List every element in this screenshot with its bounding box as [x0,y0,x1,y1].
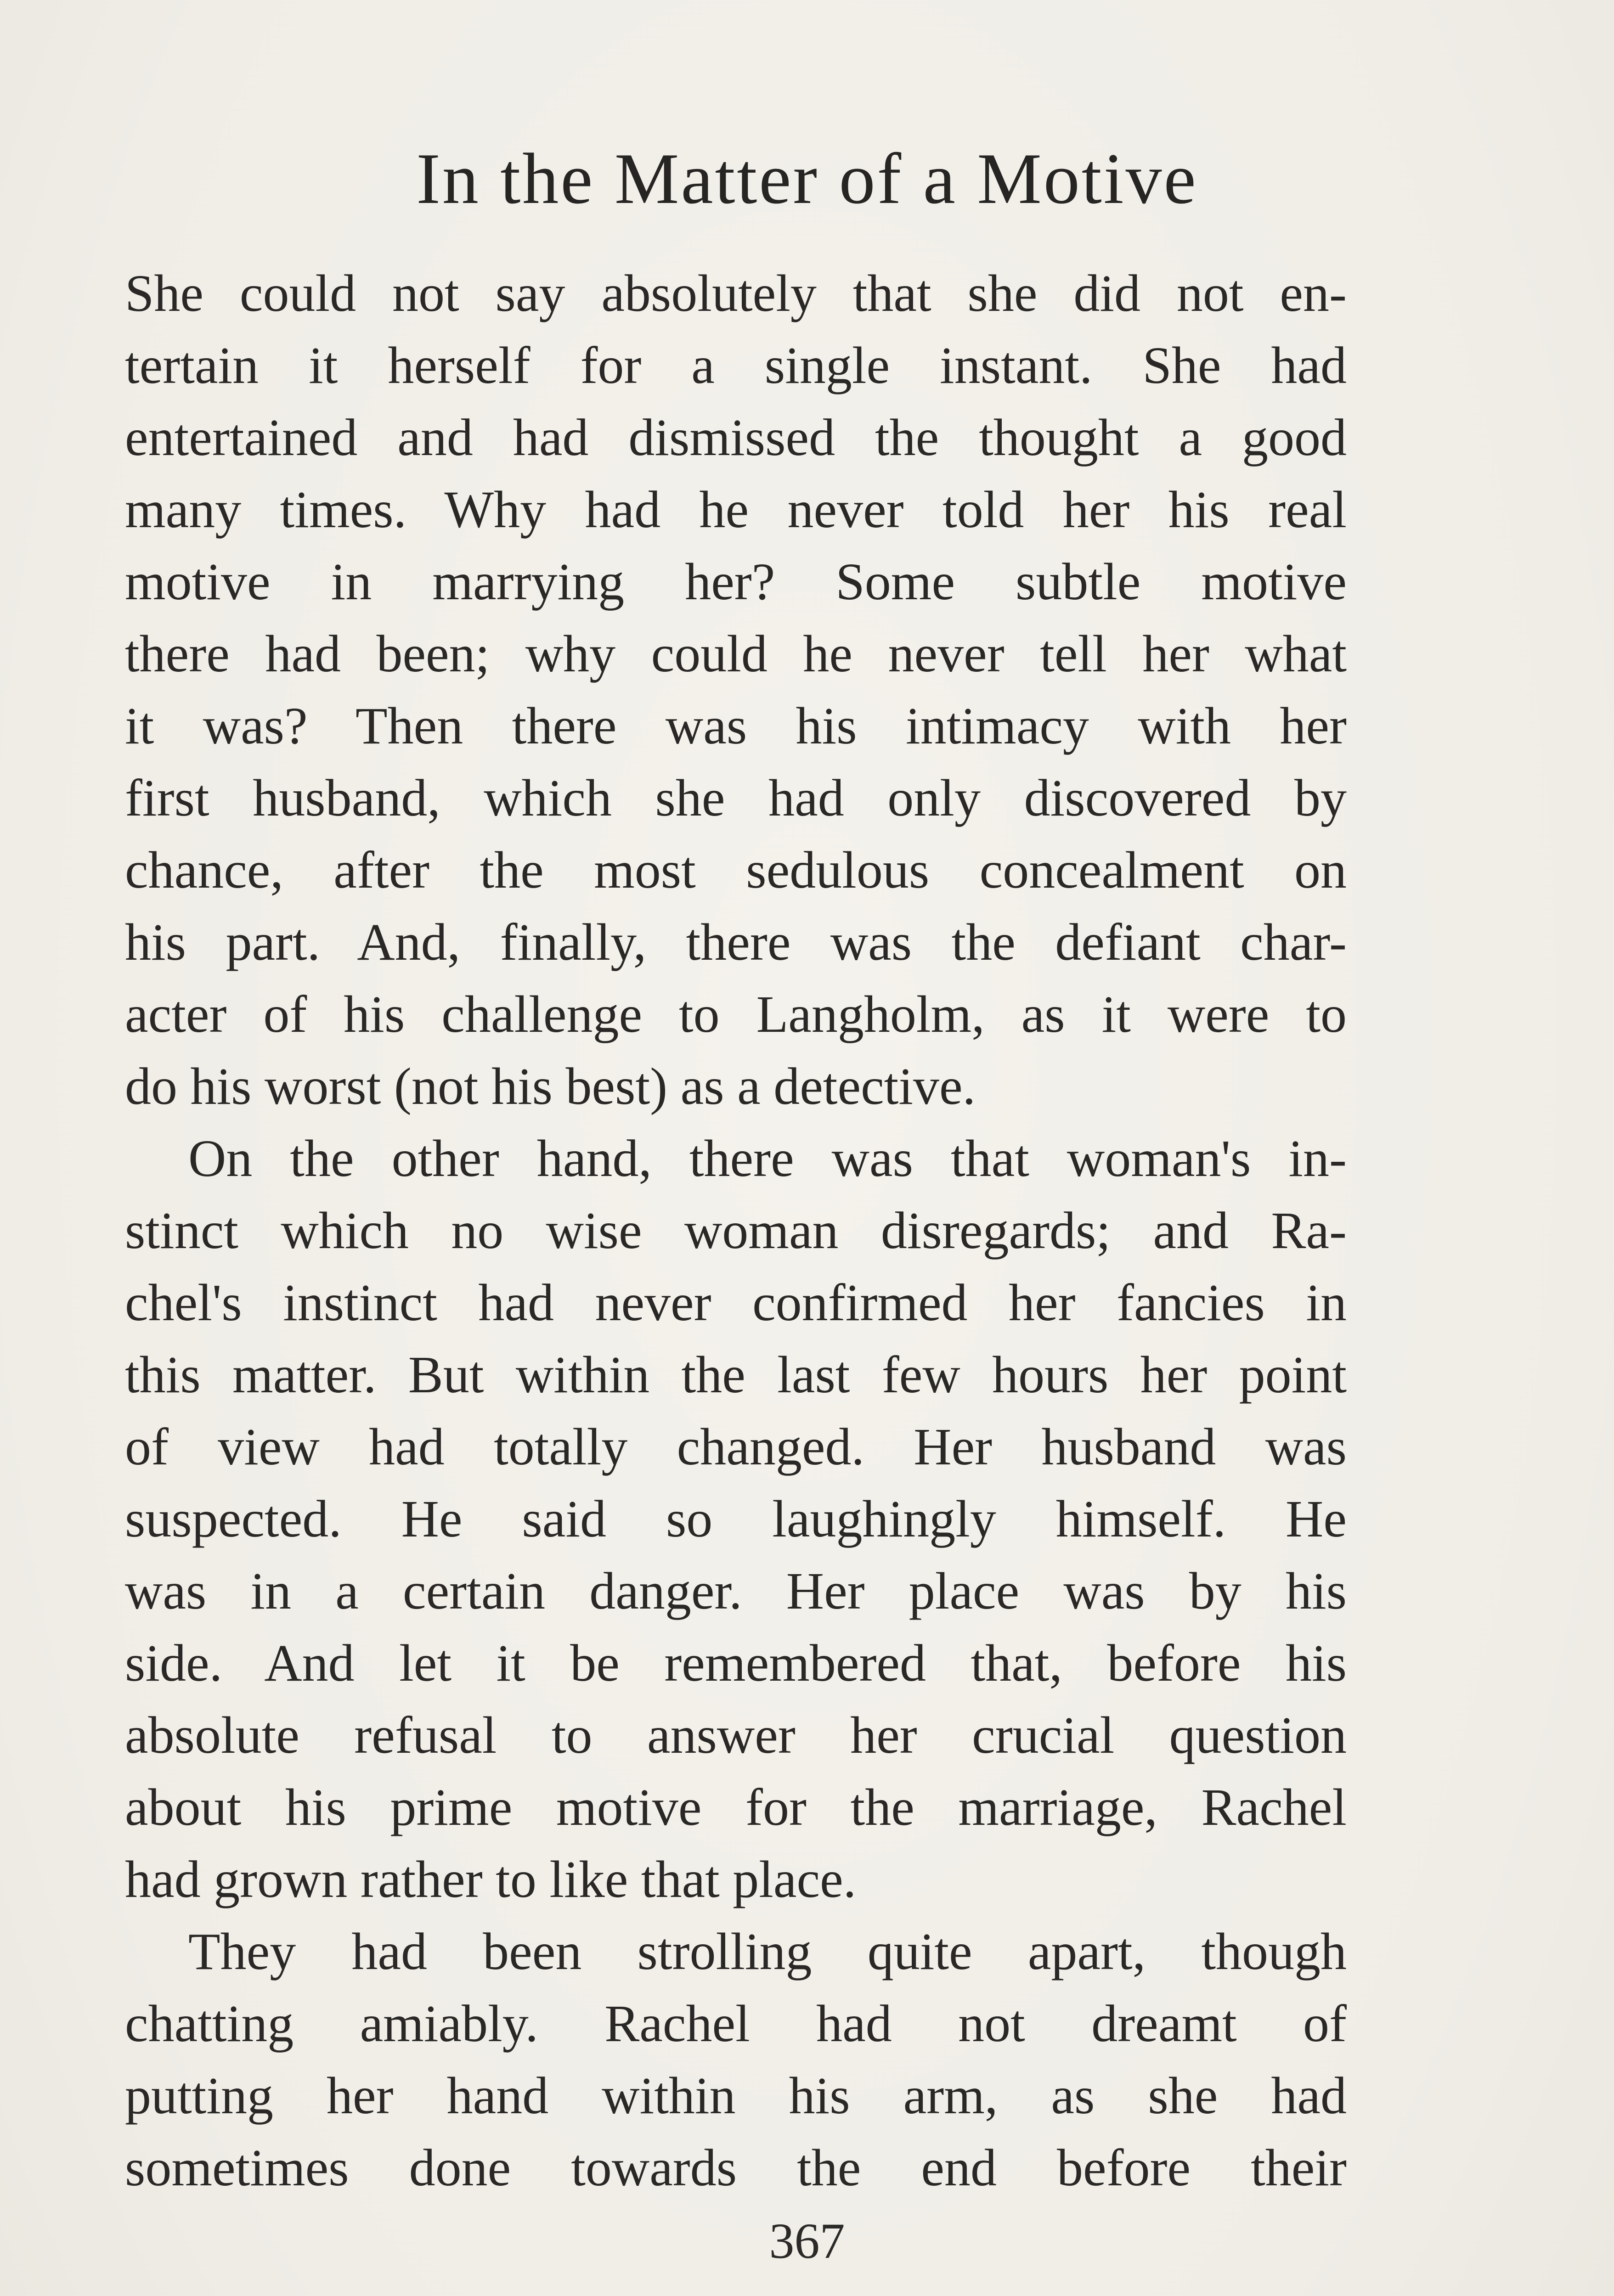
body-text [125,257,1347,2204]
text-line: many times. Why had he never told her his real [125,480,1347,539]
text-line: entertained and had dismissed the thought a good [125,408,1347,467]
text-line: She could not say absolutely that she did not en- [125,264,1347,322]
text-line: his part. And, finally, there was the defiant char- [125,913,1347,971]
text-line: acter of his challenge to Langholm, as it were to [125,985,1347,1043]
text-line: do his worst (not his best) as a detective. [125,1057,976,1115]
page-number: 367 [769,2213,845,2269]
text-line: it was? Then there was his intimacy with her [125,697,1347,755]
text-line: chance, after the most sedulous concealment on [125,841,1347,899]
text-line: chatting amiably. Rachel had not dreamt of [125,1994,1347,2053]
text-line: putting her hand within his arm, as she had [125,2066,1347,2125]
paragraph-2 [125,1122,1347,1915]
text-line: was in a certain danger. Her place was by his [125,1562,1347,1620]
text-line: this matter. But within the last few hours her point [125,1345,1347,1404]
text-line: side. And let it be remembered that, before his [125,1634,1347,1692]
text-line: had grown rather to like that place. [125,1850,857,1908]
text-line: motive in marrying her? Some subtle motive [125,552,1347,611]
text-line: tertain it herself for a single instant. She had [125,336,1347,394]
paragraph-3 [125,1915,1347,2204]
text-line: chel's instinct had never confirmed her fancies in [125,1273,1347,1332]
text-line: On the other hand, there was that woman's in- [188,1129,1347,1187]
text-line: sometimes done towards the end before their [125,2138,1347,2197]
text-line: of view had totally changed. Her husband was [125,1418,1347,1476]
paragraph-1 [125,257,1347,1122]
text-line: about his prime motive for the marriage, Rachel [125,1778,1347,1836]
text-line: first husband, which she had only discovered by [125,769,1347,827]
text-line: there had been; why could he never tell her what [125,625,1347,683]
text-line: stinct which no wise woman disregards; and Ra- [125,1201,1347,1260]
text-line: absolute refusal to answer her crucial question [125,1706,1347,1764]
running-head: In the Matter of a Motive [416,139,1198,219]
text-line: suspected. He said so laughingly himself. He [125,1490,1347,1548]
text-line: They had been strolling quite apart, though [188,1922,1347,1981]
